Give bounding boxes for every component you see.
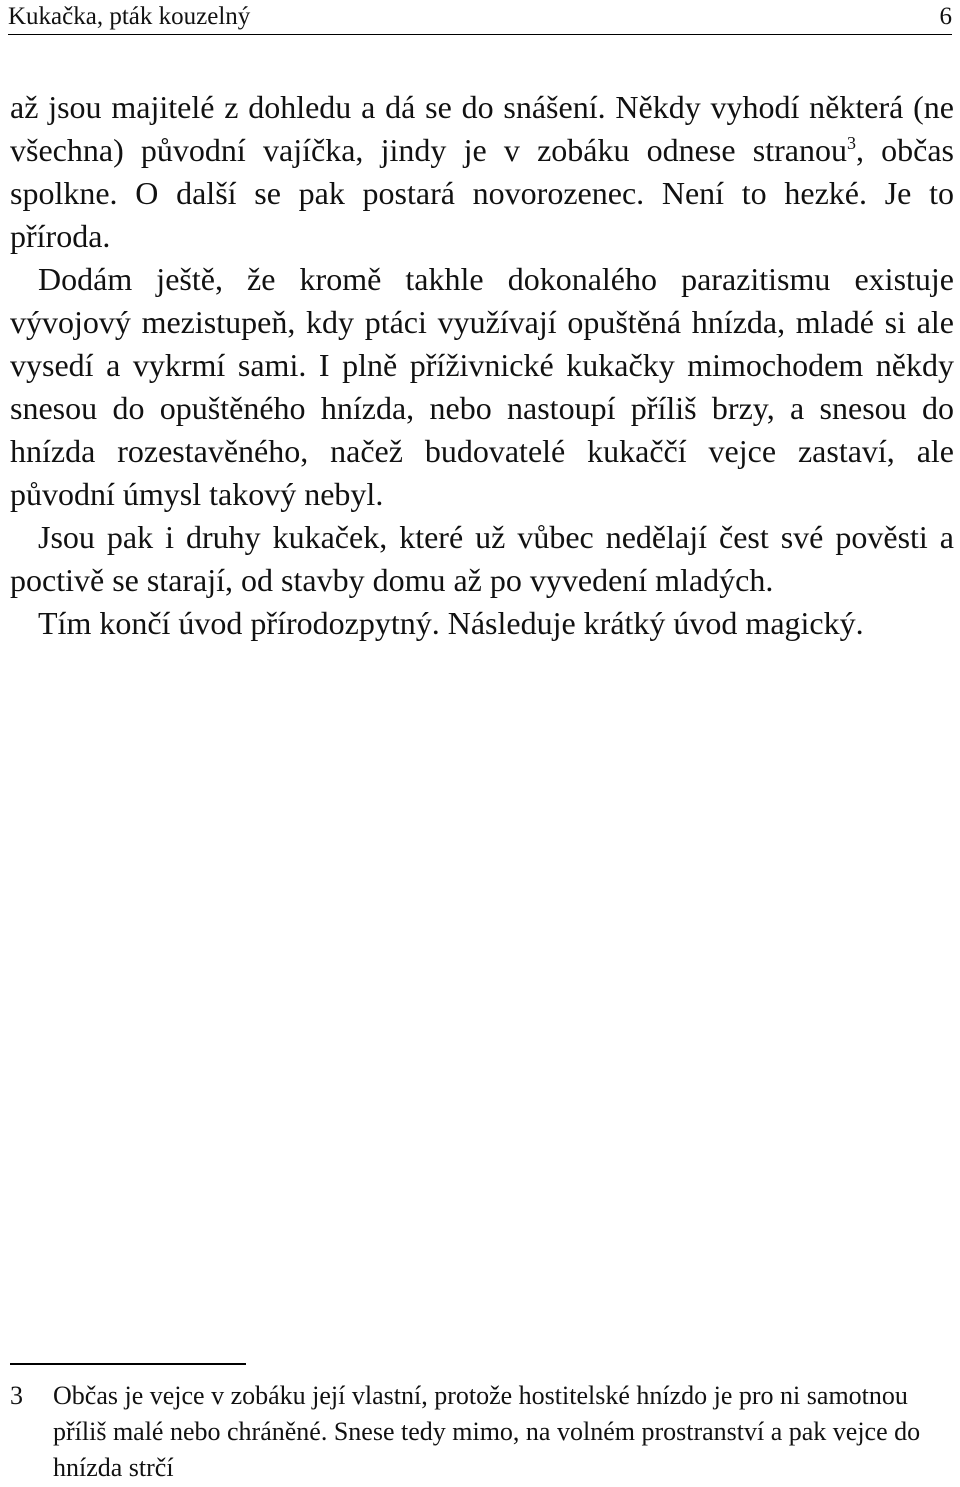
running-header-title: Kukačka, pták kouzelný	[8, 3, 251, 30]
paragraph-3: Jsou pak i druhy kukaček, které už vůbec nedělají čest své pověsti a poctivě se starají, od stavby domu až po vyvedení mladých.	[10, 519, 954, 598]
paragraph-1	[10, 86, 954, 258]
paragraph-1-text: až jsou majitelé z dohledu a dá se do snášení. Někdy vyhodí některá (ne všechna) původní vajíčka, jindy je v zobáku odnese stranou	[10, 89, 954, 168]
paragraph-1-text-cont: , občas spolkne. O další se pak postará novorozenec. Není to hezké. Je to příroda.	[10, 132, 955, 254]
paragraph-4: Tím končí úvod přírodozpytný. Následuje krátký úvod magický.	[38, 605, 864, 641]
page-number: 6	[939, 3, 952, 30]
body-text	[10, 86, 954, 645]
footnote	[10, 1378, 954, 1486]
footnote-number: 3	[10, 1381, 23, 1410]
paragraph-2: Dodám ještě, že kromě takhle dokonalého parazitismu existuje vývojový mezistupeň, kdy ptáci využívají opuštěná hnízda, mladé si ale vysedí a vykrmí sami. I plně příživnické kukačky mimochodem někdy snesou do opuštěného hnízda, nebo nastoupí příliš brzy, a snesou do hnízda rozestavěného, načež budovatelé kukaččí vejce zastaví, ale původní úmysl takový nebyl.	[10, 261, 954, 512]
footnote-reference: 3	[846, 133, 856, 153]
footnote-text: Občas je vejce v zobáku její vlastní, protože hostitelské hnízdo je pro ni samotnou příliš malé nebo chráněné. Snese tedy mimo, na volném prostranství a pak vejce do hnízda strčí	[53, 1381, 921, 1482]
footnote-separator	[10, 1363, 246, 1365]
running-header	[8, 0, 952, 35]
